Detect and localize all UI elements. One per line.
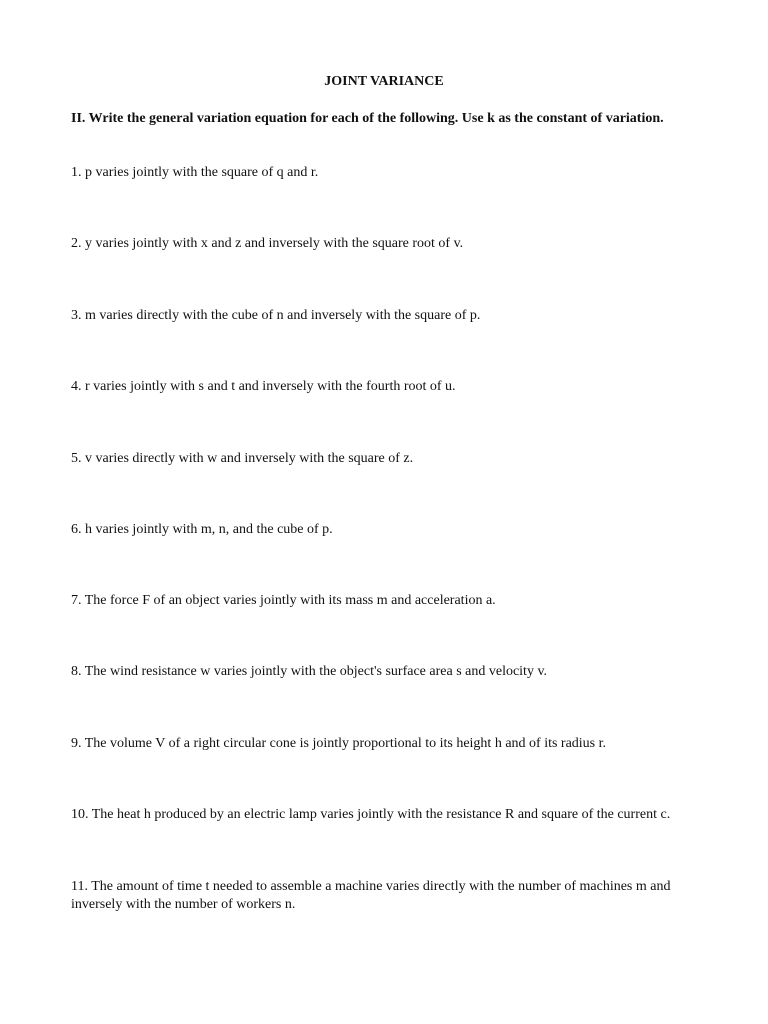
question-2: 2. y varies jointly with x and z and inversely with the square root of v. xyxy=(71,236,464,251)
question-1: 1. p varies jointly with the square of q and r. xyxy=(71,165,319,180)
question-7: 7. The force F of an object varies jointly with its mass m and acceleration a. xyxy=(71,593,496,608)
instructions: II. Write the general variation equation for each of the following. Use k as the constant of variation. xyxy=(71,111,664,126)
question-8: 8. The wind resistance w varies jointly with the object's surface area s and velocity v. xyxy=(71,664,548,679)
question-5: 5. v varies directly with w and inversely with the square of z. xyxy=(71,451,414,466)
question-4: 4. r varies jointly with s and t and inversely with the fourth root of u. xyxy=(71,379,456,394)
question-11: 11. The amount of time t needed to assemble a machine varies directly with the number of machines m and inversely with the number of workers n. xyxy=(71,879,671,912)
question-10: 10. The heat h produced by an electric lamp varies jointly with the resistance R and square of the current c. xyxy=(71,807,671,822)
question-9: 9. The volume V of a right circular cone is jointly proportional to its height h and of its radius r. xyxy=(71,736,607,751)
question-6: 6. h varies jointly with m, n, and the cube of p. xyxy=(71,522,333,537)
question-3: 3. m varies directly with the cube of n and inversely with the square of p. xyxy=(71,308,481,323)
page-title: JOINT VARIANCE xyxy=(324,74,444,89)
